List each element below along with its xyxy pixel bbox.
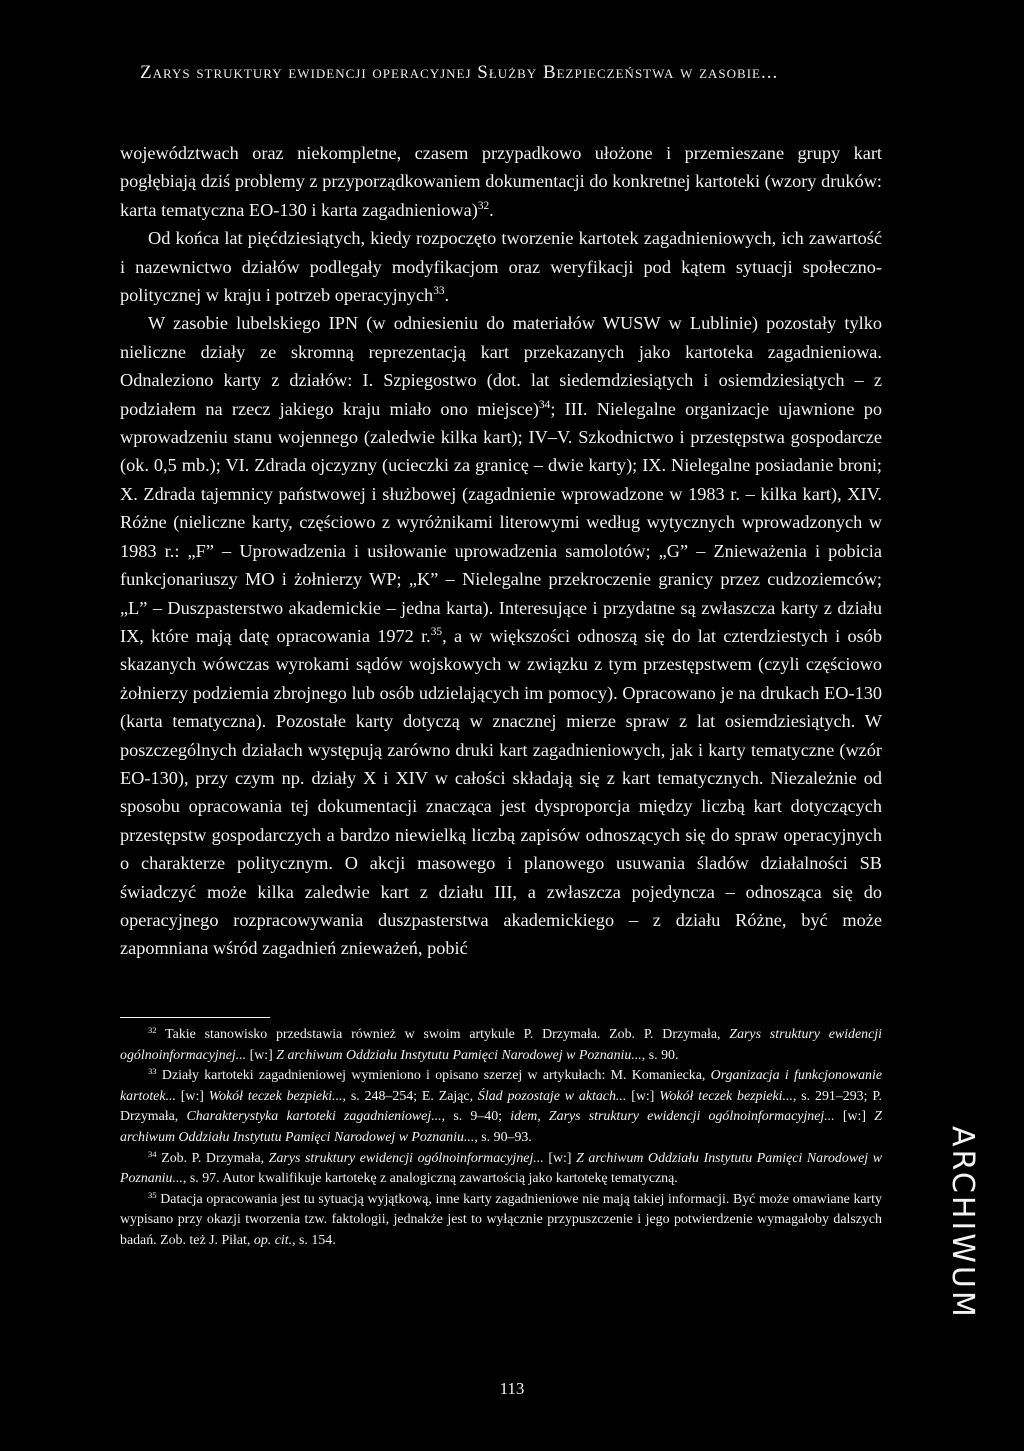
footnote-text: [w:]	[246, 1047, 277, 1063]
page-number: 113	[499, 1379, 525, 1398]
footnote-title: Wokół teczek bezpieki...	[208, 1088, 343, 1104]
archive-side-label: ARCHIWUM	[945, 1126, 980, 1320]
footnote-ref-34[interactable]: 34	[539, 398, 551, 411]
footnote-text: , s. 9–40;	[441, 1109, 511, 1125]
footnote-title: Z archiwum Oddziału Instytutu Pamięci Narodowej w Poznaniu...	[120, 1150, 882, 1187]
main-text	[120, 139, 882, 963]
footnote-text: [w:]	[543, 1150, 577, 1166]
footnote-34	[120, 1149, 882, 1190]
footnote-ref-33[interactable]: 33	[433, 285, 445, 298]
footnote-title: op. cit.	[253, 1232, 293, 1248]
paragraph-text: ; III. Nielegalne organizacje ujawnione po wprowadzeniu stanu wojennego (zaledwie kilka kart); IV–V. Szkodnictwo i przestępstwa gospodarcze (ok. 0,5 mb.); VI. Zdrada ojczyzny (ucieczki za granicę – dwie karty); IX. Nielegalne posiadanie broni; X. Zdrada tajemnicy państwowej i służbowej (zagadnienie wprowadzone w 1983 r. – kilka kart), XIV. Różne (nieliczne karty, częściowo z wyróżnikami literowymi według wytycznych wprowadzonych w 1983 r.: „F” – Uprowadzenia i usiłowanie uprowadzenia samolotów; „G” – Znieważenia i pobicia funkcjonariuszy MO i żołnierzy WP; „K” – Nielegalne przekroczenie granicy przez cudzoziemców; „L” – Duszpasterstwo akademickie – jedna karta). Interesujące i przydatne są zwłaszcza karty z działu IX, które mają datę opracowania 1972 r.	[120, 398, 882, 646]
footnote-title: Wokół teczek bezpieki...	[659, 1088, 793, 1104]
running-header: Zarys struktury ewidencji operacyjnej Służby Bezpieczeństwa w zasobie...	[140, 62, 779, 83]
footnote-33	[120, 1066, 882, 1148]
paragraph-text: .	[444, 285, 450, 306]
footnote-text: , s. 248–254; E. Zając,	[342, 1088, 478, 1104]
paragraph-1	[120, 139, 882, 224]
footnote-title: idem, Zarys struktury ewidencji ogólnoinformacyjnej...	[510, 1109, 835, 1125]
footnote-number: 35	[148, 1189, 157, 1200]
footnote-number: 32	[148, 1024, 157, 1035]
footnote-ref-35[interactable]: 35	[430, 626, 443, 639]
footnote-number: 34	[148, 1148, 157, 1159]
footnote-title: Charakterystyka kartoteki zagadnieniowej...	[186, 1109, 442, 1125]
footnote-32	[120, 1025, 882, 1066]
footnote-text: , s. 154.	[292, 1232, 336, 1248]
footnote-text: [w:]	[834, 1109, 875, 1125]
footnote-text: Działy kartoteki zagadnieniowej wymieniono i opisano szerzej w artykułach: M. Komaniecka,	[161, 1068, 711, 1084]
footnote-text: [w:]	[626, 1088, 660, 1104]
footnote-text: , s. 90–93.	[474, 1129, 532, 1145]
footnote-title: Zarys struktury ewidencji ogólnoinformacyjnej...	[120, 1027, 882, 1063]
footnote-35	[120, 1190, 882, 1252]
footnote-text: [w:]	[175, 1088, 209, 1104]
footnote-ref-32[interactable]: 32	[477, 200, 490, 213]
footnote-divider	[120, 1017, 270, 1018]
footnote-text: , s. 97. Autor kwalifikuje kartotekę z analogiczną zawartością jako kartotekę tematyczną.	[182, 1171, 678, 1187]
paragraph-3	[120, 309, 882, 962]
footnote-title: Zarys struktury ewidencji ogólnoinformacyjnej...	[268, 1150, 544, 1166]
footnote-text: Zob. P. Drzymała,	[161, 1150, 269, 1166]
paragraph-text: W zasobie lubelskiego IPN (w odniesieniu do materiałów WUSW w Lublinie) pozostały tylko nieliczne działy ze skromną reprezentacją kart przekazanych jako kartoteka zagadnieniowa. Odnaleziono karty z działów: I. Szpiegostwo (dot. lat siedemdziesiątych i osiemdziesiątych – z podziałem na rzecz jakiego kraju miało ono miejsce)	[120, 313, 882, 419]
paragraph-2	[120, 224, 882, 309]
footnote-text: Takie stanowisko przedstawia również w swoim artykule P. Drzymała. Zob. P. Drzymała,	[165, 1027, 730, 1042]
footnote-title: Z archiwum Oddziału Instytutu Pamięci Narodowej w Poznaniu...	[120, 1109, 882, 1145]
footnote-title: Ślad pozostaje w aktach...	[477, 1088, 627, 1104]
footnotes	[120, 1025, 882, 1252]
footnote-text: , s. 291–293; P. Drzymała,	[120, 1088, 882, 1125]
paragraph-text: , a w większości odnoszą się do lat czterdziestych i osób skazanych wówczas wyrokami sądów wojskowych w związku z tym przestępstwem (czyli częściowo żołnierzy podziemia zbrojnego lub osób udzielających im pomocy). Opracowano je na drukach EO-130 (karta tematyczna). Pozostałe karty dotyczą w znacznej mierze spraw z lat osiemdziesiątych. W poszczególnych działach występują zarówno druki kart zagadnieniowych, jak i karty tematyczne (wzór EO-130), przy czym np. działy X i XIV w całości składają się z kart tematycznych. Niezależnie od sposobu opracowania tej dokumentacji znacząca jest dysproporcja między liczbą kart dotyczących przestępstw gospodarczych a bardzo niewielką liczbą zapisów odnoszących się do spraw operacyjnych o charakterze politycznym. O akcji masowego i planowego usuwania śladów działalności SB świadczyć może kilka zaledwie kart z działu III, a zwłaszcza pojedyncza – odnosząca się do operacyjnego rozpracowywania duszpasterstwa akademickiego – z działu Różne, być może zapomniana wśród zagadnień znieważeń, pobić	[120, 625, 883, 959]
paragraph-text: .	[489, 199, 494, 220]
paragraph-text: Od końca lat pięćdziesiątych, kiedy rozpoczęto tworzenie kartotek zagadnieniowych, ich zawartość i nazewnictwo działów podlegały modyfikacjom oraz weryfikacji pod kątem sytuacji społeczno-politycznej w kraju i potrzeb operacyjnych	[120, 228, 882, 306]
footnote-title: Z archiwum Oddziału Instytutu Pamięci Narodowej w Poznaniu...	[276, 1047, 642, 1063]
footnote-title: Organizacja i funkcjonowanie kartotek...	[120, 1068, 882, 1104]
footnote-number: 33	[148, 1066, 157, 1077]
footnote-text: Datacja opracowania jest tu sytuacją wyjątkową, inne karty zagadnieniowe nie mają takiej informacji. Być może omawiane karty wypisano przy okazji tworzenia tzw. faktologii, jednakże jest to wyłącznie przypuszczenie i jego potwierdzenie wymagałoby dalszych badań. Zob. też J. Piłat,	[120, 1191, 882, 1248]
footnote-text: , s. 90.	[641, 1047, 679, 1063]
paragraph-text: województwach oraz niekompletne, czasem przypadkowo ułożone i przemieszane grupy kart pogłębiają dziś problemy z przyporządkowaniem dokumentacji do konkretnej kartoteki (wzory druków: karta tematyczna EO-130 i karta zagadnieniowa)	[120, 143, 882, 220]
